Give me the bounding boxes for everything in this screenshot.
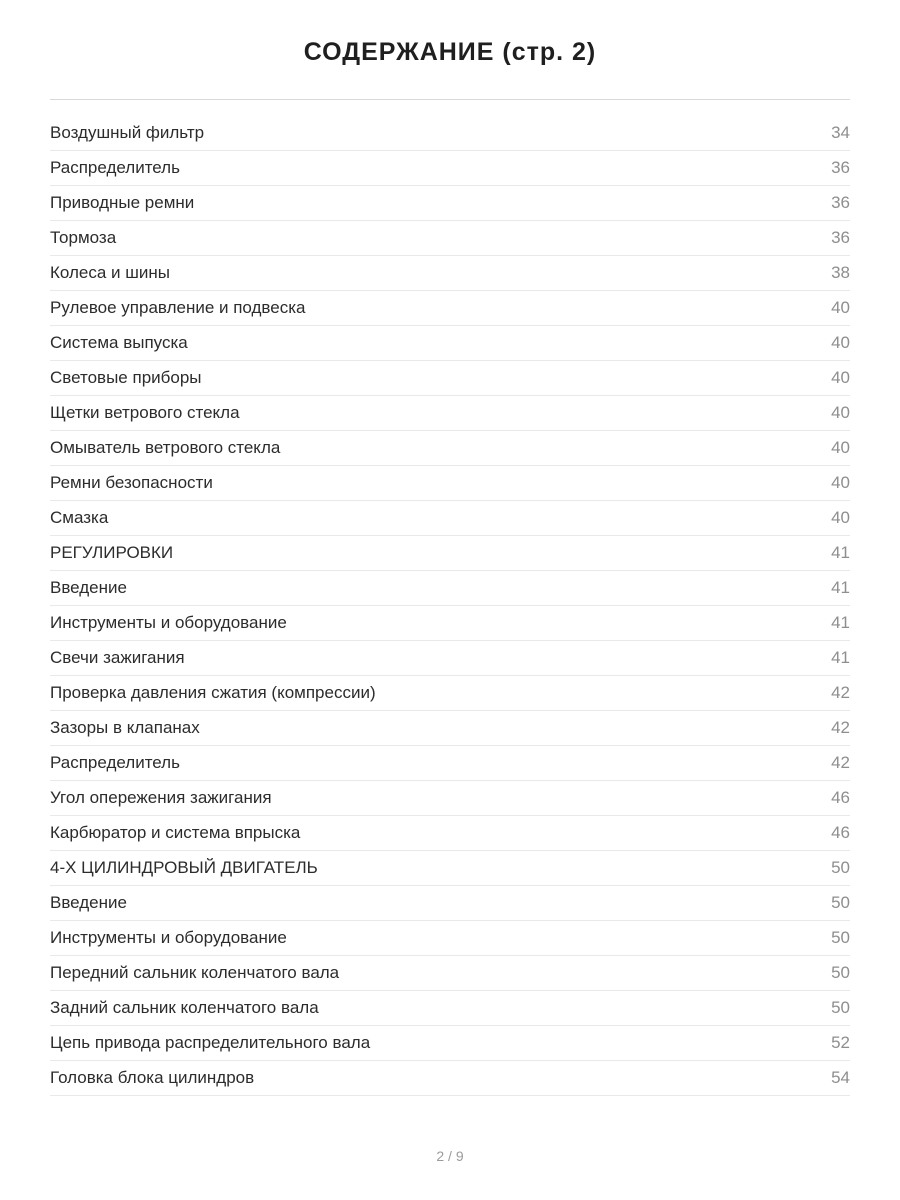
toc-entry-label: Зазоры в клапанах <box>50 718 200 737</box>
toc-entry-label: Головка блока цилиндров <box>50 1068 255 1087</box>
toc-entry-page: 46 <box>831 788 850 807</box>
toc-entry-page: 50 <box>831 963 850 982</box>
toc-entry-page: 40 <box>831 333 850 352</box>
toc-entry[interactable] <box>50 571 850 606</box>
toc-entry-label: Световые приборы <box>50 368 202 387</box>
page-title: СОДЕРЖАНИЕ (стр. 2) <box>303 38 597 66</box>
page-indicator: 2 / 9 <box>436 1148 464 1164</box>
toc-entry-label: 4-Х ЦИЛИНДРОВЫЙ ДВИГАТЕЛЬ <box>50 858 318 877</box>
toc-entry[interactable] <box>50 431 850 466</box>
toc-entry-page: 34 <box>831 123 850 142</box>
toc-entry-page: 36 <box>831 228 850 247</box>
toc-entry-page: 41 <box>831 648 850 667</box>
toc-entry[interactable] <box>50 1026 850 1061</box>
toc-entry-label: Ремни безопасности <box>50 473 213 492</box>
toc-entry[interactable] <box>50 291 850 326</box>
toc-entry-page: 40 <box>831 403 850 422</box>
toc-entry-label: Цепь привода распределительного вала <box>50 1033 371 1052</box>
toc-entry-label: Инструменты и оборудование <box>50 613 287 632</box>
toc-entry[interactable] <box>50 151 850 186</box>
toc-entry[interactable] <box>50 641 850 676</box>
toc-entry[interactable] <box>50 501 850 536</box>
toc-entry-page: 50 <box>831 893 850 912</box>
toc-entry[interactable] <box>50 886 850 921</box>
toc-entry[interactable] <box>50 396 850 431</box>
toc-entry-page: 50 <box>831 928 850 947</box>
toc-entry-page: 52 <box>831 1033 850 1052</box>
toc-entry-page: 41 <box>831 578 850 597</box>
toc-entry-page: 41 <box>831 543 850 562</box>
toc-entry-label: Приводные ремни <box>50 193 195 212</box>
toc-entry-label: Проверка давления сжатия (компрессии) <box>50 683 376 702</box>
toc-entry[interactable] <box>50 221 850 256</box>
toc-entry-label: Свечи зажигания <box>50 648 185 667</box>
toc-entry-label: Воздушный фильтр <box>50 123 205 142</box>
toc-entry-page: 40 <box>831 473 850 492</box>
toc-entry[interactable] <box>50 991 850 1026</box>
toc-entry-label: Система выпуска <box>50 333 188 352</box>
toc-list <box>50 100 850 1096</box>
toc-entry-label: Смазка <box>50 508 109 527</box>
toc-entry-page: 54 <box>831 1068 850 1087</box>
toc-entry-page: 40 <box>831 438 850 457</box>
toc-entry-page: 36 <box>831 193 850 212</box>
toc-entry-page: 36 <box>831 158 850 177</box>
toc-entry[interactable] <box>50 536 850 571</box>
toc-entry-page: 46 <box>831 823 850 842</box>
toc-entry[interactable] <box>50 116 850 151</box>
toc-entry-label: Распределитель <box>50 158 180 177</box>
toc-entry[interactable] <box>50 816 850 851</box>
toc-entry-page: 42 <box>831 718 850 737</box>
toc-entry-label: Введение <box>50 578 127 597</box>
toc-entry-label: Карбюратор и система впрыска <box>50 823 301 842</box>
toc-entry[interactable] <box>50 711 850 746</box>
toc-entry[interactable] <box>50 921 850 956</box>
toc-entry[interactable] <box>50 956 850 991</box>
toc-entry[interactable] <box>50 1061 850 1096</box>
toc-entry-page: 40 <box>831 298 850 317</box>
toc-entry[interactable] <box>50 746 850 781</box>
toc-entry-page: 42 <box>831 753 850 772</box>
toc-entry[interactable] <box>50 186 850 221</box>
toc-entry-label: Тормоза <box>50 228 117 247</box>
toc-entry[interactable] <box>50 851 850 886</box>
toc-entry-page: 42 <box>831 683 850 702</box>
toc-entry-label: Инструменты и оборудование <box>50 928 287 947</box>
toc-entry-label: Введение <box>50 893 127 912</box>
toc-entry[interactable] <box>50 326 850 361</box>
toc-entry-label: Распределитель <box>50 753 180 772</box>
toc-entry-page: 50 <box>831 858 850 877</box>
toc-entry[interactable] <box>50 781 850 816</box>
toc-entry-label: Колеса и шины <box>50 263 170 282</box>
toc-entry[interactable] <box>50 676 850 711</box>
toc-entry-page: 40 <box>831 508 850 527</box>
toc-entry[interactable] <box>50 466 850 501</box>
toc-entry-page: 41 <box>831 613 850 632</box>
toc-entry-page: 40 <box>831 368 850 387</box>
toc-entry[interactable] <box>50 256 850 291</box>
toc-entry-label: Угол опережения зажигания <box>50 788 272 807</box>
toc-entry-label: Рулевое управление и подвеска <box>50 298 306 317</box>
toc-entry-label: Задний сальник коленчатого вала <box>50 998 319 1017</box>
toc-entry-label: РЕГУЛИРОВКИ <box>50 543 174 562</box>
toc-entry-label: Передний сальник коленчатого вала <box>50 963 340 982</box>
toc-entry-page: 38 <box>831 263 850 282</box>
toc-entry-label: Омыватель ветрового стекла <box>50 438 281 457</box>
toc-entry-page: 50 <box>831 998 850 1017</box>
toc-entry-label: Щетки ветрового стекла <box>50 403 240 422</box>
toc-entry[interactable] <box>50 361 850 396</box>
toc-entry[interactable] <box>50 606 850 641</box>
